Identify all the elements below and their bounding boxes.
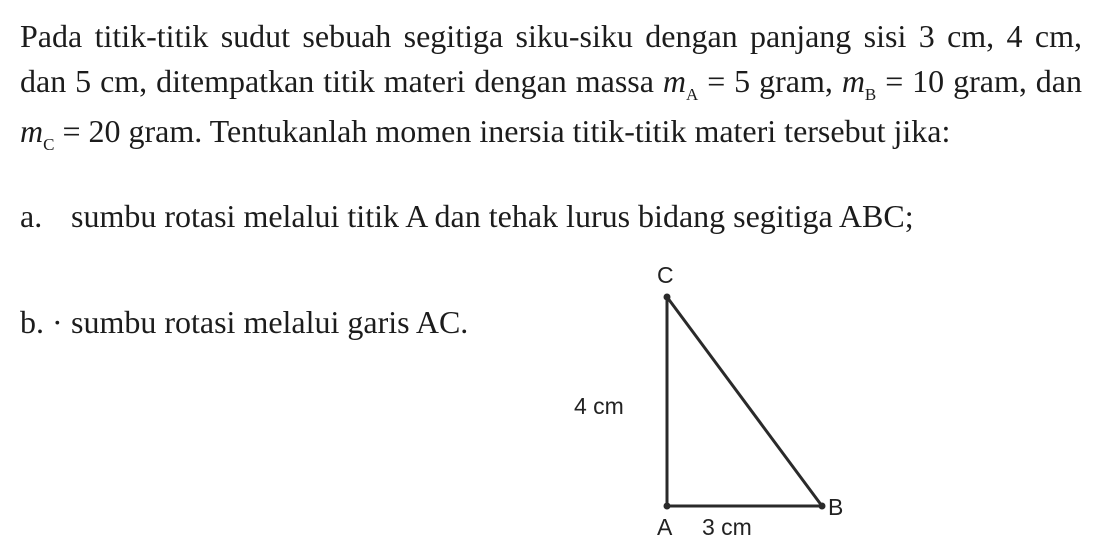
side-bc <box>667 297 822 506</box>
problem-paragraph <box>20 14 1082 159</box>
side-ab-label: 3 cm <box>702 514 752 540</box>
point-a <box>664 503 671 510</box>
item-a-text: sumbu rotasi melalui titik A dan tehak lurus bidang segitiga ABC; <box>71 198 914 234</box>
mass-a-symbol: $m_A$ <box>662 63 699 104</box>
vertex-a-label: A <box>657 514 673 540</box>
point-b <box>819 503 826 510</box>
problem-intro-1: Pada titik-titik sudut sebuah segitiga siku-siku dengan panjang sisi 3 cm, 4 cm, dan 5 cm, ditempatkan titik materi dengan massa <box>20 18 1082 99</box>
problem-intro-3: = 10 gram, dan <box>876 63 1083 99</box>
problem-intro-2: = 5 gram, <box>698 63 842 99</box>
problem-intro-4: = 20 gram. Tentukanlah momen inersia titik-titik materi tersebut jika: <box>54 113 951 149</box>
vertex-b-label: B <box>828 494 844 520</box>
point-c <box>664 294 671 301</box>
vertex-c-label: C <box>657 262 674 288</box>
mass-c-symbol: $m_C$ <box>20 113 55 154</box>
triangle-figure <box>560 260 880 550</box>
item-b-text: sumbu rotasi melalui garis AC. <box>71 304 469 340</box>
mass-b-symbol: $m_B$ <box>841 63 877 104</box>
side-ac-label: 4 cm <box>574 393 624 419</box>
item-a-marker: a. <box>20 198 43 234</box>
item-b-marker: b. · <box>20 304 63 340</box>
